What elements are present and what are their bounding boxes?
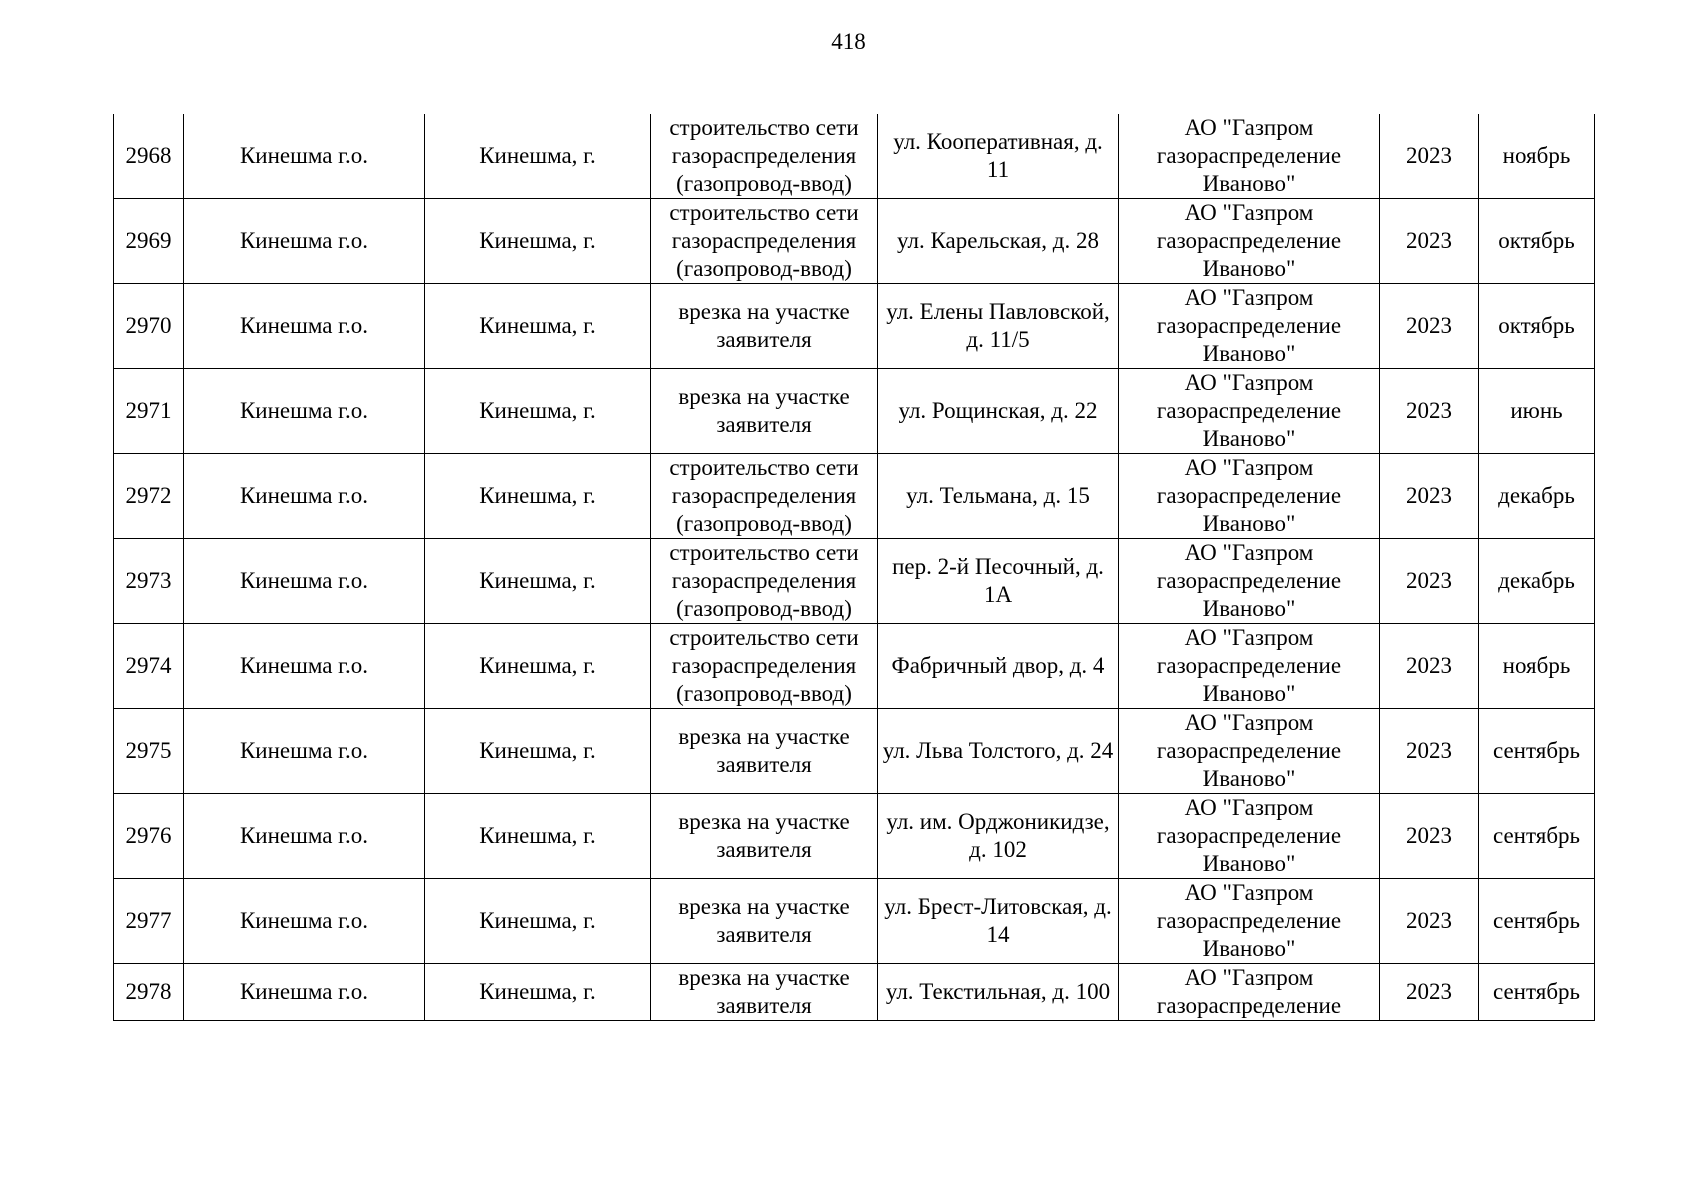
address-cell-text: ул. Льва Толстого, д. 24 <box>882 738 1114 763</box>
work-type-cell-text: строительство сети газораспределения (газопровод-ввод) <box>669 200 859 281</box>
year-cell <box>1380 114 1479 199</box>
organization-cell <box>1119 454 1380 539</box>
settlement-cell <box>425 624 651 709</box>
settlement-cell-text: Кинешма, г. <box>479 738 596 763</box>
work-type-cell <box>651 794 878 879</box>
page-number: 418 <box>831 29 866 54</box>
work-type-cell-text: врезка на участке заявителя <box>678 894 850 947</box>
district-cell <box>184 624 425 709</box>
district-cell-text: Кинешма г.о. <box>239 313 369 338</box>
organization-cell <box>1119 879 1380 964</box>
address-cell <box>878 794 1119 879</box>
organization-cell <box>1119 964 1380 1021</box>
settlement-cell <box>425 539 651 624</box>
settlement-cell <box>425 964 651 1021</box>
district-cell <box>184 199 425 284</box>
row-number-cell <box>114 879 184 964</box>
address-cell-text: ул. Тельмана, д. 15 <box>906 483 1090 508</box>
district-cell-text: Кинешма г.о. <box>239 738 369 763</box>
month-cell <box>1479 369 1595 454</box>
settlement-cell <box>425 454 651 539</box>
year-cell <box>1380 624 1479 709</box>
address-cell <box>878 454 1119 539</box>
year-cell <box>1380 284 1479 369</box>
district-cell <box>184 284 425 369</box>
month-cell-text: сентябрь <box>1492 979 1581 1004</box>
month-cell-text: декабрь <box>1498 568 1575 593</box>
address-cell-text: ул. Кооперативная, д. 11 <box>893 129 1103 182</box>
row-number-cell <box>114 199 184 284</box>
year-cell <box>1380 709 1479 794</box>
organization-cell-text: АО "Газпром газораспределение Иваново" <box>1156 625 1342 706</box>
address-cell-text: пер. 2-й Песочный, д. 1А <box>892 554 1104 607</box>
month-cell <box>1479 454 1595 539</box>
district-cell-text: Кинешма г.о. <box>239 143 369 168</box>
organization-cell <box>1119 709 1380 794</box>
work-type-cell <box>651 199 878 284</box>
row-number-cell <box>114 114 184 199</box>
row-number-cell <box>114 539 184 624</box>
year-cell <box>1380 794 1479 879</box>
month-cell-text: сентябрь <box>1492 823 1581 848</box>
row-number-cell <box>114 454 184 539</box>
settlement-cell-text: Кинешма, г. <box>479 143 596 168</box>
district-cell-text: Кинешма г.о. <box>239 483 369 508</box>
year-cell <box>1380 539 1479 624</box>
organization-cell <box>1119 114 1380 199</box>
table-row <box>114 114 1595 199</box>
settlement-cell-text: Кинешма, г. <box>479 228 596 253</box>
year-cell-text: 2023 <box>1406 908 1452 933</box>
address-cell-text: ул. Текстильная, д. 100 <box>885 979 1111 1004</box>
settlement-cell <box>425 369 651 454</box>
work-type-cell <box>651 709 878 794</box>
district-cell-text: Кинешма г.о. <box>239 979 369 1004</box>
table-row <box>114 454 1595 539</box>
work-type-cell <box>651 114 878 199</box>
month-cell <box>1479 879 1595 964</box>
settlement-cell-text: Кинешма, г. <box>479 568 596 593</box>
work-type-cell-text: строительство сети газораспределения (газопровод-ввод) <box>669 625 859 706</box>
settlement-cell <box>425 284 651 369</box>
year-cell <box>1380 454 1479 539</box>
table-body <box>114 114 1595 1021</box>
row-number-cell <box>114 964 184 1021</box>
table-row <box>114 369 1595 454</box>
row-number-cell-text: 2972 <box>125 483 172 508</box>
work-type-cell-text: строительство сети газораспределения (газопровод-ввод) <box>669 455 859 536</box>
row-number-cell <box>114 709 184 794</box>
address-cell-text: ул. Брест-Литовская, д. 14 <box>884 894 1112 947</box>
year-cell-text: 2023 <box>1406 313 1452 338</box>
table-row <box>114 539 1595 624</box>
year-cell-text: 2023 <box>1406 979 1452 1004</box>
month-cell-text: ноябрь <box>1502 143 1571 168</box>
district-cell <box>184 539 425 624</box>
settlement-cell <box>425 199 651 284</box>
settlement-cell <box>425 114 651 199</box>
year-cell <box>1380 879 1479 964</box>
organization-cell <box>1119 284 1380 369</box>
month-cell-text: сентябрь <box>1492 908 1581 933</box>
organization-cell-text: АО "Газпром газораспределение Иваново" <box>1156 795 1342 876</box>
district-cell <box>184 964 425 1021</box>
address-cell <box>878 369 1119 454</box>
row-number-cell-text: 2976 <box>125 823 172 848</box>
month-cell-text: октябрь <box>1498 313 1575 338</box>
year-cell-text: 2023 <box>1406 398 1452 423</box>
work-type-cell-text: врезка на участке заявителя <box>678 809 850 862</box>
month-cell <box>1479 624 1595 709</box>
district-cell <box>184 454 425 539</box>
year-cell-text: 2023 <box>1406 568 1452 593</box>
row-number-cell-text: 2968 <box>125 143 172 168</box>
work-type-cell-text: врезка на участке заявителя <box>678 299 850 352</box>
year-cell <box>1380 369 1479 454</box>
organization-cell <box>1119 624 1380 709</box>
work-type-cell <box>651 964 878 1021</box>
settlement-cell-text: Кинешма, г. <box>479 398 596 423</box>
address-cell <box>878 624 1119 709</box>
work-type-cell <box>651 454 878 539</box>
district-cell-text: Кинешма г.о. <box>239 653 369 678</box>
month-cell <box>1479 964 1595 1021</box>
year-cell-text: 2023 <box>1406 738 1452 763</box>
organization-cell-text: АО "Газпром газораспределение Иваново" <box>1156 540 1342 621</box>
year-cell-text: 2023 <box>1406 653 1452 678</box>
work-type-cell-text: строительство сети газораспределения (газопровод-ввод) <box>669 115 859 196</box>
settlement-cell-text: Кинешма, г. <box>479 979 596 1004</box>
row-number-cell-text: 2970 <box>125 313 172 338</box>
district-cell <box>184 709 425 794</box>
row-number-cell-text: 2978 <box>125 979 172 1004</box>
row-number-cell <box>114 624 184 709</box>
work-type-cell <box>651 879 878 964</box>
table-row <box>114 284 1595 369</box>
district-cell <box>184 794 425 879</box>
organization-cell-text: АО "Газпром газораспределение Иваново" <box>1156 285 1342 366</box>
organization-cell-text: АО "Газпром газораспределение Иваново" <box>1156 370 1342 451</box>
row-number-cell-text: 2973 <box>125 568 172 593</box>
address-cell <box>878 709 1119 794</box>
address-cell-text: ул. Елены Павловской, д. 11/5 <box>886 299 1110 352</box>
work-type-cell <box>651 284 878 369</box>
month-cell-text: сентябрь <box>1492 738 1581 763</box>
year-cell <box>1380 964 1479 1021</box>
district-cell <box>184 369 425 454</box>
row-number-cell-text: 2975 <box>125 738 172 763</box>
district-cell-text: Кинешма г.о. <box>239 823 369 848</box>
month-cell <box>1479 539 1595 624</box>
month-cell-text: октябрь <box>1498 228 1575 253</box>
row-number-cell-text: 2969 <box>125 228 172 253</box>
table-row <box>114 964 1595 1021</box>
organization-cell-text: АО "Газпром газораспределение Иваново" <box>1156 455 1342 536</box>
table-row <box>114 709 1595 794</box>
month-cell <box>1479 794 1595 879</box>
address-cell <box>878 539 1119 624</box>
month-cell <box>1479 114 1595 199</box>
organization-cell <box>1119 369 1380 454</box>
address-cell <box>878 879 1119 964</box>
organization-cell-text: АО "Газпром газораспределение <box>1156 965 1342 1018</box>
district-cell-text: Кинешма г.о. <box>239 228 369 253</box>
settlement-cell-text: Кинешма, г. <box>479 483 596 508</box>
organization-cell <box>1119 539 1380 624</box>
month-cell <box>1479 709 1595 794</box>
row-number-cell-text: 2971 <box>125 398 172 423</box>
district-cell <box>184 114 425 199</box>
work-type-cell-text: врезка на участке заявителя <box>678 384 850 437</box>
organization-cell-text: АО "Газпром газораспределение Иваново" <box>1156 200 1342 281</box>
year-cell-text: 2023 <box>1406 823 1452 848</box>
settlement-cell-text: Кинешма, г. <box>479 908 596 933</box>
table-row <box>114 794 1595 879</box>
table-row <box>114 624 1595 709</box>
settlement-cell <box>425 879 651 964</box>
address-cell-text: ул. Карельская, д. 28 <box>897 228 1099 253</box>
district-cell-text: Кинешма г.о. <box>239 568 369 593</box>
address-cell <box>878 964 1119 1021</box>
row-number-cell-text: 2977 <box>125 908 172 933</box>
work-type-cell <box>651 624 878 709</box>
work-type-cell <box>651 369 878 454</box>
district-cell-text: Кинешма г.о. <box>239 398 369 423</box>
work-type-cell <box>651 539 878 624</box>
address-cell-text: ул. Рощинская, д. 22 <box>898 398 1098 423</box>
row-number-cell-text: 2974 <box>125 653 172 678</box>
month-cell-text: декабрь <box>1498 483 1575 508</box>
year-cell-text: 2023 <box>1406 143 1452 168</box>
month-cell-text: июнь <box>1510 398 1563 423</box>
table-row <box>114 199 1595 284</box>
district-cell <box>184 879 425 964</box>
address-cell-text: Фабричный двор, д. 4 <box>891 653 1105 678</box>
work-type-cell-text: врезка на участке заявителя <box>678 965 850 1018</box>
row-number-cell <box>114 284 184 369</box>
work-type-cell-text: строительство сети газораспределения (газопровод-ввод) <box>669 540 859 621</box>
settlement-cell <box>425 709 651 794</box>
settlement-cell-text: Кинешма, г. <box>479 653 596 678</box>
data-table <box>113 114 1595 1021</box>
organization-cell <box>1119 794 1380 879</box>
year-cell-text: 2023 <box>1406 228 1452 253</box>
organization-cell <box>1119 199 1380 284</box>
settlement-cell-text: Кинешма, г. <box>479 313 596 338</box>
work-type-cell-text: врезка на участке заявителя <box>678 724 850 777</box>
address-cell <box>878 114 1119 199</box>
organization-cell-text: АО "Газпром газораспределение Иваново" <box>1156 115 1342 196</box>
month-cell <box>1479 284 1595 369</box>
address-cell <box>878 284 1119 369</box>
row-number-cell <box>114 794 184 879</box>
settlement-cell-text: Кинешма, г. <box>479 823 596 848</box>
address-cell-text: ул. им. Орджоникидзе, д. 102 <box>886 809 1110 862</box>
year-cell-text: 2023 <box>1406 483 1452 508</box>
month-cell <box>1479 199 1595 284</box>
month-cell-text: ноябрь <box>1502 653 1571 678</box>
row-number-cell <box>114 369 184 454</box>
address-cell <box>878 199 1119 284</box>
table-row <box>114 879 1595 964</box>
district-cell-text: Кинешма г.о. <box>239 908 369 933</box>
organization-cell-text: АО "Газпром газораспределение Иваново" <box>1156 880 1342 961</box>
organization-cell-text: АО "Газпром газораспределение Иваново" <box>1156 710 1342 791</box>
settlement-cell <box>425 794 651 879</box>
year-cell <box>1380 199 1479 284</box>
